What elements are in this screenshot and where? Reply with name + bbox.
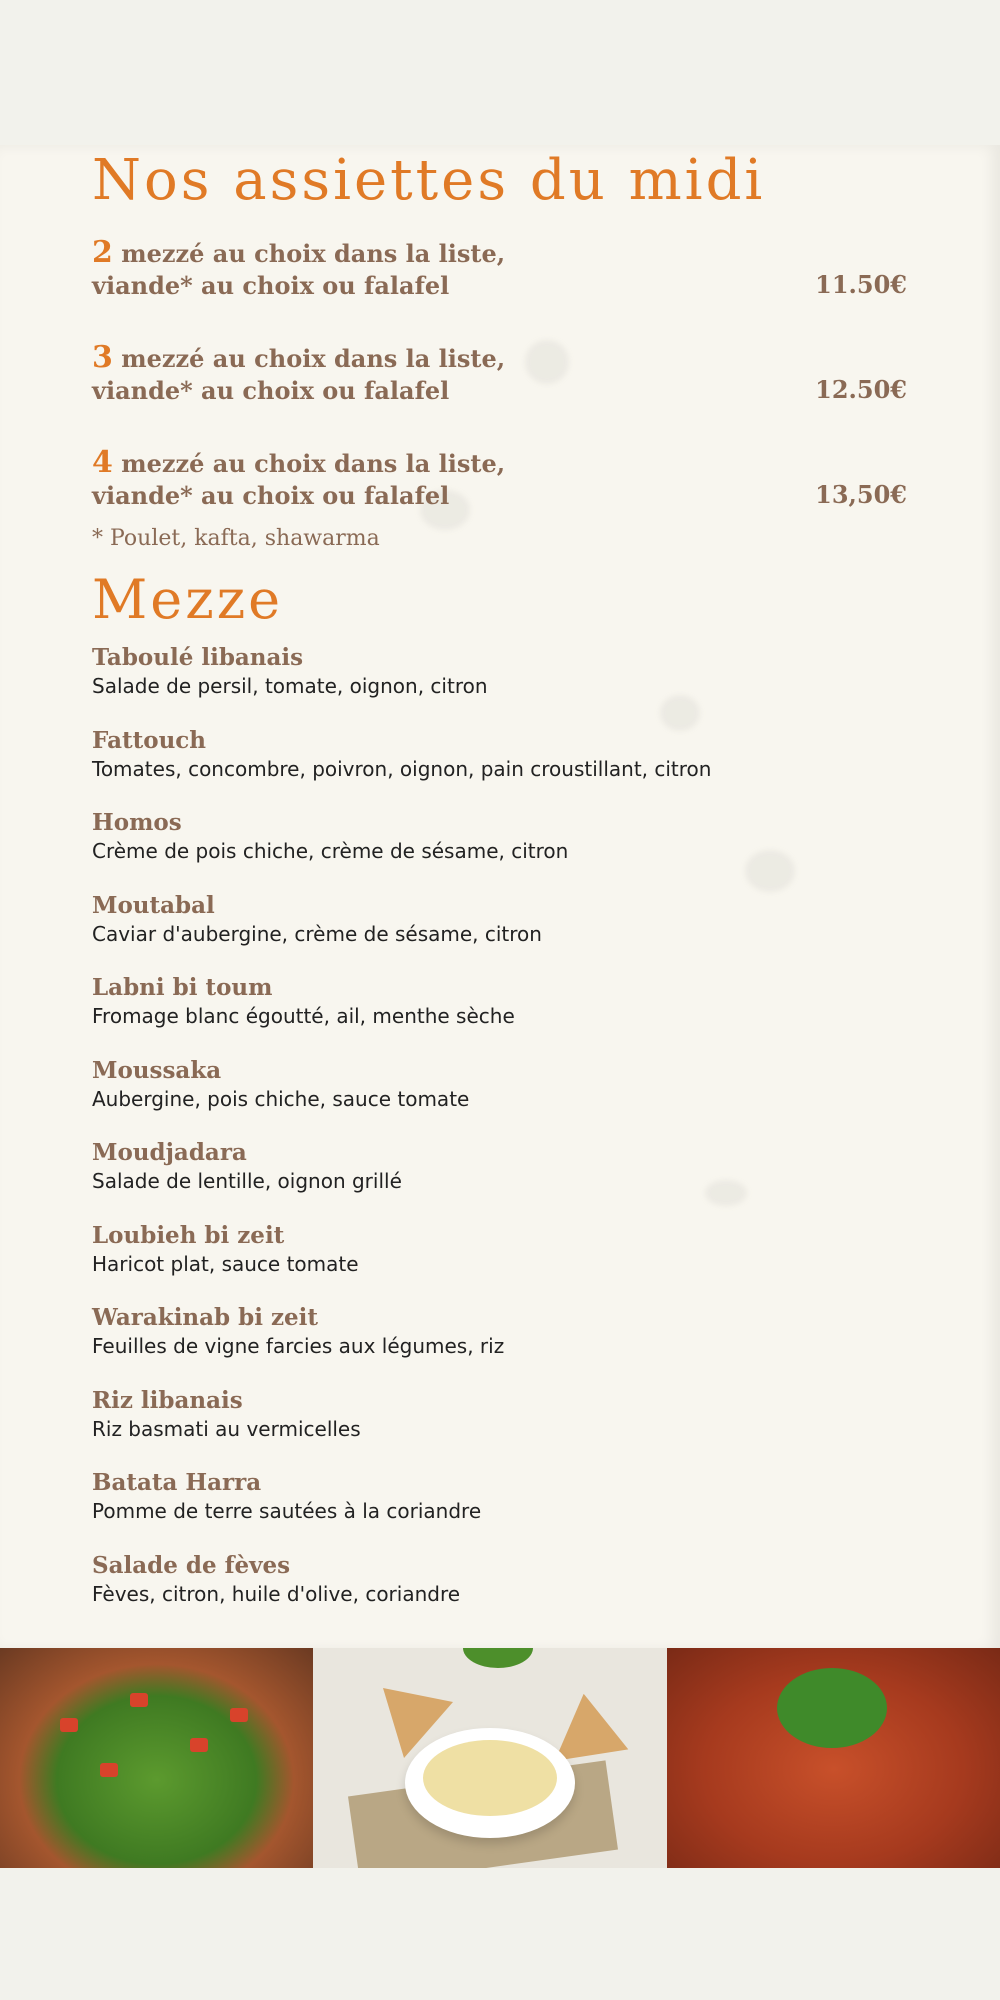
mezze-item [92, 1468, 922, 1551]
mezze-name: Moussaka [92, 1056, 222, 1084]
plate-price: 11.50€ [815, 270, 907, 299]
hummus-bowl [405, 1728, 575, 1838]
plate-desc-2: viande* au choix ou falafel [92, 271, 450, 300]
plate-line-1 [92, 237, 907, 270]
mezze-name: Moudjadara [92, 1139, 247, 1166]
mezze-description: Fèves, citron, huile d'olive, coriandre [92, 1581, 461, 1606]
mezze-description: Pomme de terre sautées à la coriandre [92, 1499, 482, 1523]
tomato-piece [230, 1708, 248, 1722]
mezze-list [92, 643, 922, 1633]
tomato-piece [130, 1693, 148, 1707]
mezze-name: Warakinab bi zeit [92, 1304, 319, 1331]
herb-garnish [463, 1648, 533, 1668]
mezze-item [92, 808, 922, 891]
mezze-name: Moutabal [92, 891, 215, 919]
plate-offer-3 [92, 342, 907, 406]
mezze-description: Tomates, concombre, poivron, oignon, pain croustillant, citron [92, 756, 712, 781]
mezze-item [92, 891, 922, 974]
plate-price: 13,50€ [815, 480, 907, 509]
mezze-item [92, 726, 922, 809]
mezze-item [92, 1386, 922, 1469]
plate-desc-1: mezzé au choix dans la liste, [112, 344, 506, 373]
tomato-piece [190, 1738, 208, 1752]
mezze-name: Riz libanais [92, 1386, 243, 1414]
hummus-photo [313, 1648, 667, 1868]
mezze-description: Salade de persil, tomate, oignon, citron [92, 674, 488, 698]
mezze-description: Feuilles de vigne farcies aux légumes, riz [92, 1334, 505, 1358]
section-title-mezze: Mezze [92, 568, 284, 631]
food-photo-strip [0, 1648, 1000, 1868]
mezze-description: Aubergine, pois chiche, sauce tomate [92, 1086, 470, 1111]
mezze-name: Fattouch [92, 726, 207, 754]
mezze-item [92, 973, 922, 1056]
tabbouleh-photo [0, 1648, 313, 1868]
mezze-item [92, 643, 922, 726]
moussaka-photo [667, 1648, 1000, 1868]
page-title: Nos assiettes du midi [92, 148, 766, 213]
mezze-name: Salade de fèves [92, 1551, 291, 1579]
mezze-name: Taboulé libanais [92, 644, 304, 671]
plate-count: 2 [92, 235, 113, 270]
mezze-name: Homos [92, 809, 182, 836]
mezze-name: Labni bi toum [92, 974, 273, 1001]
mezze-name: Batata Harra [92, 1469, 262, 1496]
meat-note: * Poulet, kafta, shawarma [92, 526, 380, 551]
plate-line-1 [92, 342, 907, 375]
mezze-name: Loubieh bi zeit [92, 1221, 285, 1249]
plate-desc-2: viande* au choix ou falafel [92, 481, 450, 510]
plate-count: 3 [92, 340, 113, 375]
mezze-item [92, 1551, 922, 1634]
mezze-description: Fromage blanc égoutté, ail, menthe sèche [92, 1004, 515, 1028]
mezze-description: Caviar d'aubergine, crème de sésame, citron [92, 921, 542, 946]
plate-line-1 [92, 447, 907, 480]
coriander-garnish [777, 1668, 887, 1748]
mezze-description: Salade de lentille, oignon grillé [92, 1169, 402, 1193]
plate-offer-4 [92, 447, 907, 511]
mezze-description: Haricot plat, sauce tomate [92, 1251, 359, 1276]
plate-offer-2 [92, 237, 907, 301]
mezze-item [92, 1138, 922, 1221]
mezze-item [92, 1056, 922, 1139]
mezze-description: Riz basmati au vermicelles [92, 1416, 361, 1441]
plate-price: 12.50€ [815, 375, 907, 404]
plate-desc-2: viande* au choix ou falafel [92, 376, 450, 405]
tomato-piece [60, 1718, 78, 1732]
tomato-piece [100, 1763, 118, 1777]
plate-count: 4 [92, 445, 113, 480]
plate-desc-1: mezzé au choix dans la liste, [112, 449, 506, 478]
plate-desc-1: mezzé au choix dans la liste, [112, 239, 506, 268]
mezze-item [92, 1221, 922, 1304]
mezze-description: Crème de pois chiche, crème de sésame, citron [92, 839, 569, 863]
mezze-item [92, 1303, 922, 1386]
